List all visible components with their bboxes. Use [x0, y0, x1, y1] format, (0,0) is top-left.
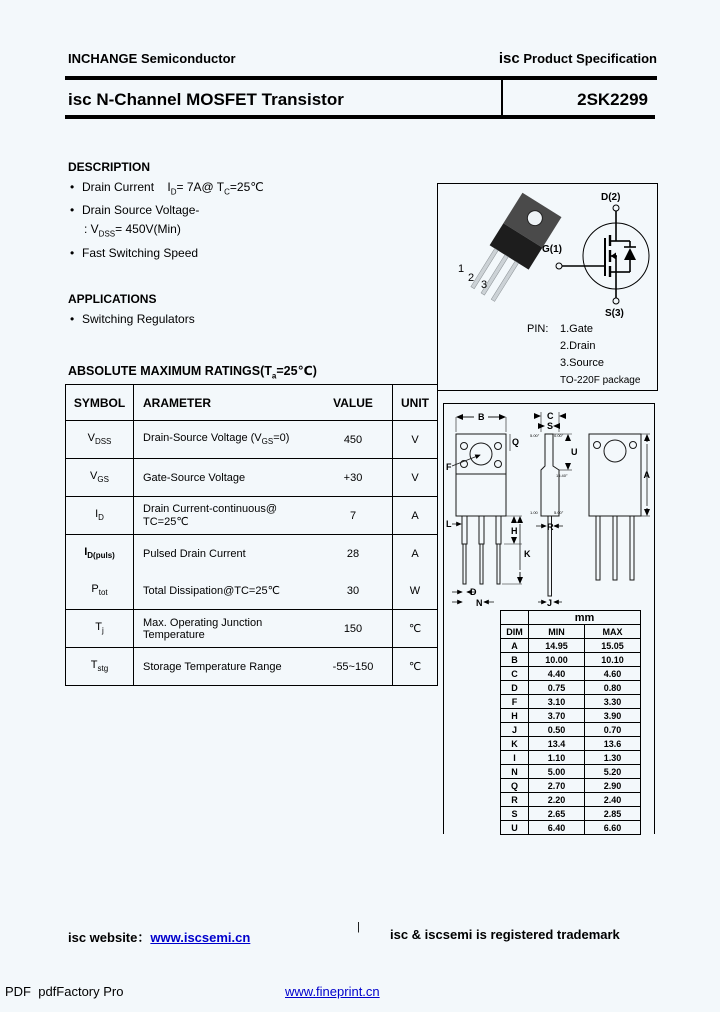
- drain-terminal-label: D(2): [601, 192, 621, 203]
- dims-row-H: H 3.70 3.90: [501, 709, 641, 723]
- dim-label-S: S: [547, 421, 554, 431]
- rear-view: [589, 434, 650, 580]
- desc-item-drain-current: • Drain Current $I_D=$ 7A@ $T_C=25℃$: [70, 180, 264, 197]
- isc-brand: isc: [498, 50, 520, 67]
- dims-row-J: J 0.50 0.70: [501, 723, 641, 737]
- applications-heading: APPLICATIONS: [68, 292, 157, 306]
- dims-row-A: A 14.95 15.05: [501, 639, 641, 653]
- ratings-table: [65, 384, 438, 686]
- table-row-idpuls: $I_{D(puls)}$ Pulsed Drain Current 28 A: [66, 535, 438, 573]
- dims-row-N: N 5.00 5.20: [501, 765, 641, 779]
- side-view: [534, 412, 572, 602]
- angle-note-5: 5.00°: [554, 510, 564, 515]
- package-pinout-box: [437, 183, 658, 391]
- dim-label-A: A: [643, 470, 650, 480]
- part-number: 2SK2299: [577, 90, 648, 109]
- dim-label-H: H: [511, 526, 518, 536]
- dimension-drawing: [444, 404, 652, 611]
- pin2-name: 2.Drain: [560, 340, 596, 352]
- mosfet-symbol: [556, 205, 649, 304]
- description-heading: DESCRIPTION: [68, 160, 151, 174]
- dim-label-K: K: [524, 549, 531, 559]
- table-row-vgs: $V_{GS}$ Gate-Source Voltage +30 V: [66, 459, 438, 497]
- dim-label-N: N: [476, 598, 483, 608]
- table-row-id: $I_D$ Drain Current-continuous@ TC=25℃ 7 A: [66, 497, 438, 535]
- dims-row-R: R 2.20 2.40: [501, 793, 641, 807]
- pdf-generator-note: PDF pdfFactory Pro: [5, 984, 124, 999]
- dims-row-I: I 1.10 1.30: [501, 751, 641, 765]
- application-item: • Switching Regulators: [70, 312, 195, 326]
- fineprint-link[interactable]: www.fineprint.cn: [285, 984, 380, 999]
- website-link[interactable]: www.iscsemi.cn: [150, 930, 251, 945]
- dim-label-Q: Q: [512, 437, 520, 447]
- dims-row-U: U 6.40 6.60: [501, 821, 641, 835]
- dim-label-F: F: [446, 462, 452, 472]
- page-title: isc N-Channel MOSFET Transistor: [68, 90, 344, 109]
- gate-terminal-label: G(1): [542, 244, 562, 255]
- dim-label-B: B: [478, 412, 485, 422]
- description-list: [70, 178, 264, 263]
- dims-row-C: C 4.40 4.60: [501, 667, 641, 681]
- title-rule: [65, 115, 655, 119]
- angle-note-3: 15.40°: [556, 473, 568, 478]
- photo-pin3-label: 3: [481, 279, 488, 291]
- col-unit: UNIT: [393, 385, 438, 421]
- applications-list: [70, 310, 195, 329]
- table-row-vdss: $V_{DSS}$ Drain-Source Voltage $(V_{GS}=0)$ 450 V: [66, 421, 438, 459]
- dimensions-table: [500, 610, 641, 835]
- dims-header-row: DIM MIN MAX: [501, 625, 641, 639]
- dims-row-B: B 10.00 10.10: [501, 653, 641, 667]
- table-row-tstg: $T_{stg}$ Storage Temperature Range -55~150 ℃: [66, 648, 438, 686]
- col-parameter: ARAMETER VALUE: [134, 385, 393, 421]
- dims-unit-row: [501, 611, 641, 625]
- angle-note-2: 0.00°: [554, 433, 564, 438]
- dim-label-C: C: [547, 411, 554, 421]
- pin3-name: 3.Source: [560, 357, 605, 369]
- trademark-note: isc & iscsemi is registered trademark: [390, 927, 620, 942]
- ratings-heading: ABSOLUTE MAXIMUM $RATINGS(T_a=25℃)$: [68, 364, 317, 381]
- angle-note-4: 1.00: [530, 510, 538, 515]
- angle-note-1: 5.00°: [530, 433, 540, 438]
- dims-row-S: S 2.65 2.85: [501, 807, 641, 821]
- website-label: isc website：: [68, 930, 151, 945]
- dims-row-K: K 13.4 13.6: [501, 737, 641, 751]
- dims-row-F: F 3.10 3.30: [501, 695, 641, 709]
- product-spec-header: [499, 50, 657, 67]
- dims-unit-header: mm: [529, 611, 641, 625]
- pin-heading: PIN:: [527, 323, 549, 335]
- photo-pin1-label: 1: [458, 263, 465, 275]
- dim-label-R: R: [547, 522, 554, 532]
- footer-divider: |: [357, 921, 360, 933]
- table-row-tj: $T_j$ Max. Operating Junction Temperature 150 ℃: [66, 610, 438, 648]
- desc-item-speed: • Fast Switching Speed: [70, 245, 199, 260]
- col-symbol: SYMBOL: [66, 385, 134, 421]
- desc-item-vdss: • Drain Source Voltage-: [70, 203, 200, 218]
- table-row-ptot: $P_{tot}$ Total Dissipation@TC=25℃ 30 W: [66, 572, 438, 610]
- dim-label-D: D: [470, 587, 477, 597]
- pin1-name: 1.Gate: [560, 323, 594, 335]
- dim-label-L: L: [446, 519, 452, 529]
- website-line: [68, 927, 250, 946]
- desc-item-vdss-value: : $V_{DSS}= 450V(Min)$: [84, 222, 181, 239]
- package-name: TO-220F package: [560, 375, 641, 386]
- dim-label-J: J: [547, 598, 553, 608]
- package-illustration: [438, 184, 655, 388]
- ratings-header-row: [66, 385, 438, 421]
- dims-row-Q: Q 2.70 2.90: [501, 779, 641, 793]
- spec-text: Product Specification: [519, 51, 657, 66]
- company-name: INCHANGE Semiconductor: [68, 51, 236, 66]
- dims-row-D: D 0.75 0.80: [501, 681, 641, 695]
- title-divider: [501, 80, 503, 115]
- source-terminal-label: S(3): [605, 308, 624, 319]
- header-rule: [65, 76, 657, 80]
- photo-pin2-label: 2: [468, 272, 475, 284]
- dim-label-U: U: [571, 447, 578, 457]
